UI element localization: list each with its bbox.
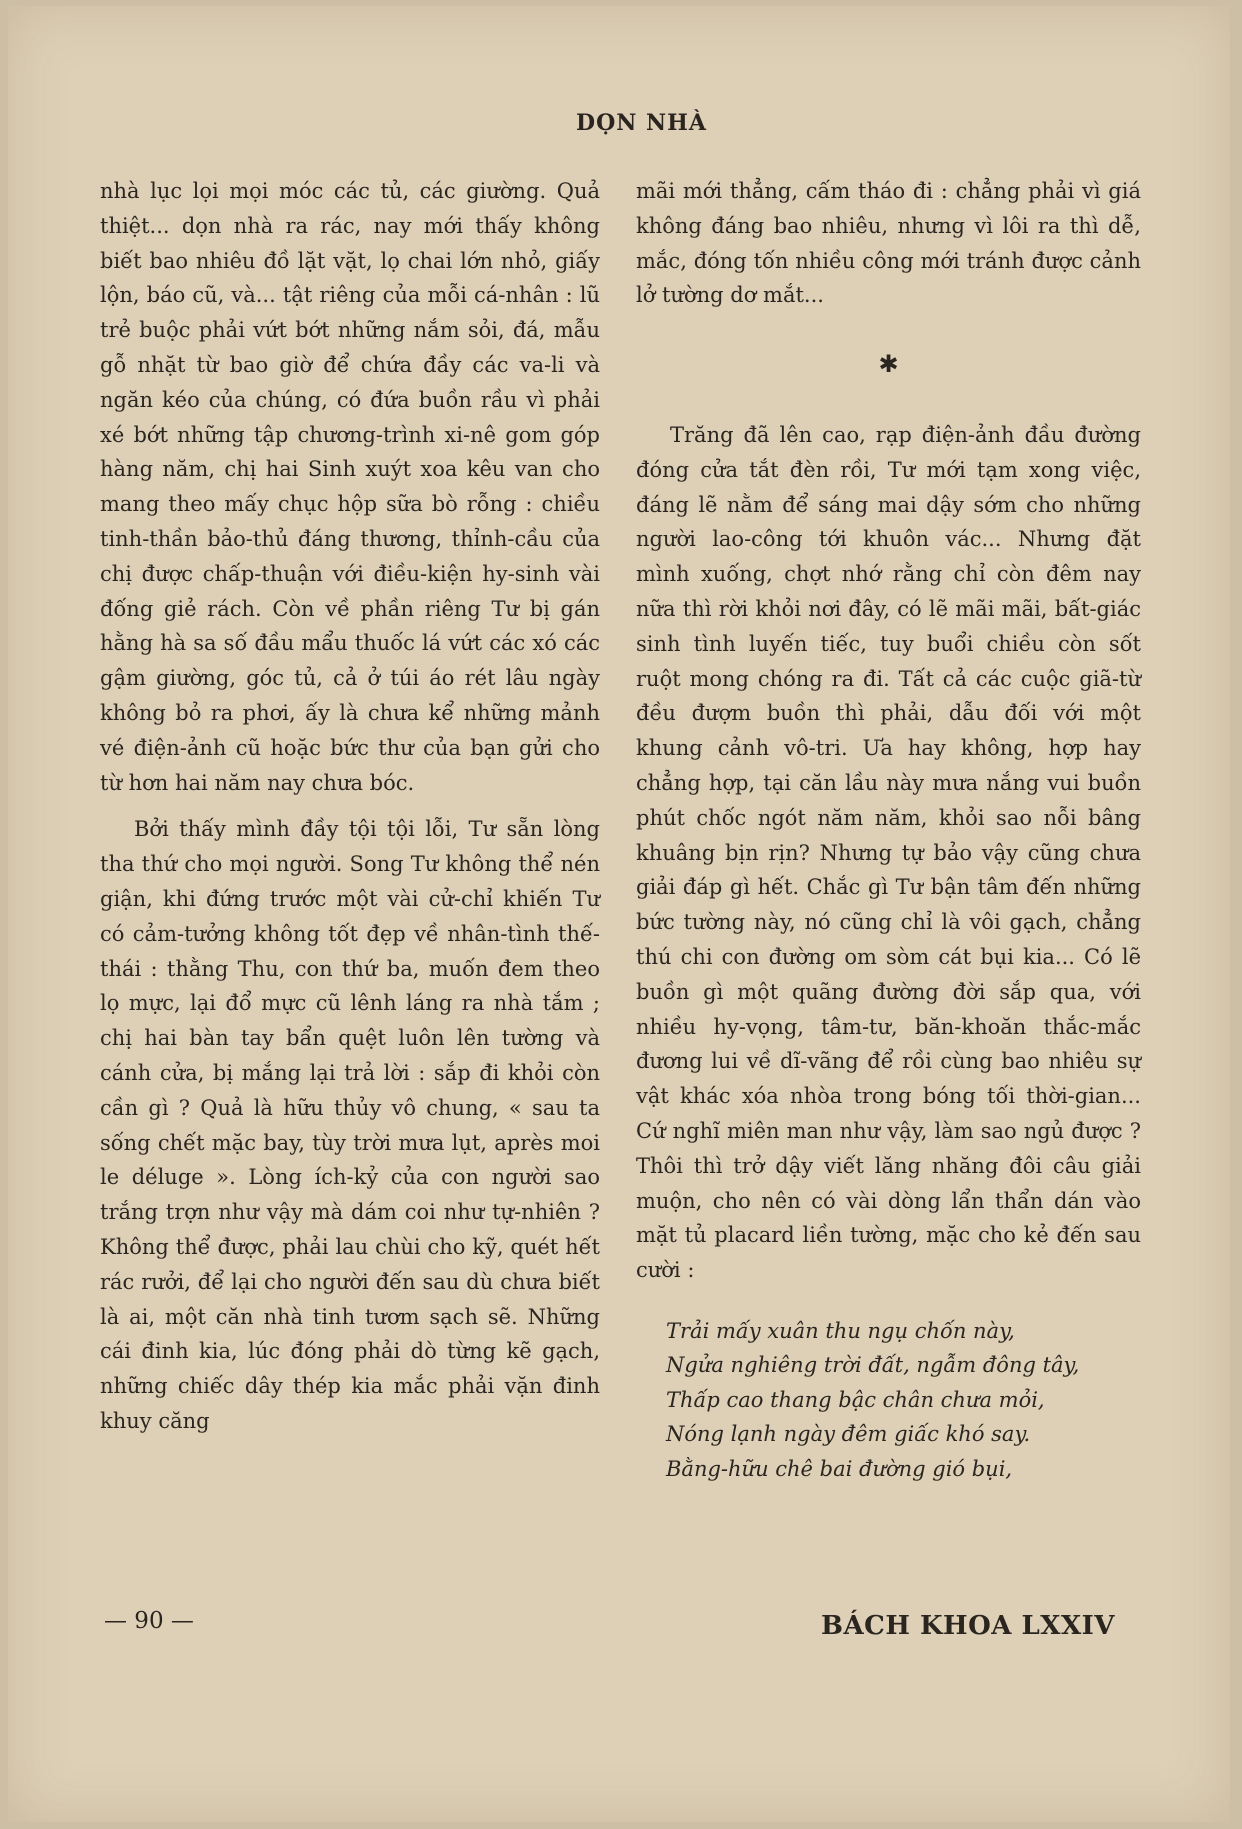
body-paragraph: mãi mới thẳng, cấm tháo đi : chẳng phải vì giá không đáng bao nhiêu, nhưng vì lôi ra thì dễ, mắc, đóng tốn nhiều công mới tránh được cảnh lở tường dơ mắt... xyxy=(636,179,1141,308)
poem-line: Ngửa nghiêng trời đất, ngẫm đông tây, xyxy=(666,1353,1080,1378)
section-separator-star: ✱ xyxy=(878,350,899,379)
journal-footer: BÁCH KHOA LXXIV xyxy=(821,1611,1115,1641)
poem-line: Bằng-hữu chê bai đường gió bụi, xyxy=(666,1456,1013,1481)
right-column xyxy=(636,174,1141,1486)
left-column xyxy=(100,174,600,1439)
body-paragraph: Bởi thấy mình đầy tội tội lỗi, Tư sẵn lòng tha thứ cho mọi người. Song Tư không thể nén giận, khi đứng trước một vài cử-chỉ khiến Tư có cảm-tưởng không tốt đẹp về nhân-tình thế-thái : thằng Thu, con thứ ba, muốn đem theo lọ mực, lại đổ mực cũ lênh láng ra nhà tắm ; chị hai bàn tay bẩn quệt luôn lên tường và cánh cửa, bị mắng lại trả lời : sắp đi khỏi còn cần gì ? Quả là hữu thủy vô chung, « sau ta sống chết mặc bay, tùy trời mưa lụt, après moi le déluge ». Lòng ích-kỷ của con người sao trắng trợn như vậy mà dám coi như tự-nhiên ? Không thể được, phải lau chùi cho kỹ, quét hết rác rưởi, để lại cho người đến sau dù chưa biết là ai, một căn nhà tinh tươm sạch sẽ. Những cái đinh kia, lúc đóng phải dò từng kẽ gạch, những chiếc dây thép kia mắc phải vặn đinh khuy căng xyxy=(100,817,600,1433)
poem-line: Trải mấy xuân thu ngụ chốn này, xyxy=(666,1318,1015,1343)
running-head-title: DỌN NHÀ xyxy=(576,110,707,136)
body-paragraph: Trăng đã lên cao, rạp điện-ảnh đầu đường đóng cửa tắt đèn rồi, Tư mới tạm xong việc, đáng lẽ nằm để sáng mai dậy sớm cho những người lao-công tới khuôn vác... Nhưng đặt mình xuống, chợt nhớ rằng chỉ còn đêm nay nữa thì rời khỏi nơi đây, có lẽ mãi mãi, bất-giác sinh tình luyến tiếc, tuy buổi chiều còn sốt ruột mong chóng ra đi. Tất cả các cuộc giã-từ đều đượm buồn thì phải, dẫu đối với một khung cảnh vô-tri. Ưa hay không, hợp hay chẳng hợp, tại căn lầu này mưa nắng vui buồn phút chốc ngót năm năm, khỏi sao nỗi bâng khuâng bịn rịn? Nhưng tự bảo vậy cũng chưa giải đáp gì hết. Chắc gì Tư bận tâm đến những bức tường này, nó cũng chỉ là vôi gạch, chẳng thú chi con đường om sòm cát bụi kia... Có lẽ buồn gì một quãng đường đời sắp qua, với nhiều hy-vọng, tâm-tư, băn-khoăn thắc-mắc đương lui về dĩ-vãng để rồi cùng bao nhiêu sự vật khác xóa nhòa trong bóng tối thời-gian... Cứ nghĩ miên man như vậy, làm sao ngủ được ? Thôi thì trở dậy viết lăng nhăng đôi câu giải muộn, cho nên có vài dòng lẩn thẩn dán vào mặt tủ placard liền tường, mặc cho kẻ đến sau cười : xyxy=(636,422,1141,1283)
poem-line: Nóng lạnh ngày đêm giấc khó say. xyxy=(666,1422,1031,1447)
poem-line: Thấp cao thang bậc chân chưa mỏi, xyxy=(666,1387,1045,1412)
magazine-page xyxy=(8,6,1230,1822)
poem xyxy=(636,1314,1141,1487)
page-number: — 90 — xyxy=(104,1608,194,1634)
body-paragraph: nhà lục lọi mọi móc các tủ, các giường. Quả thiệt... dọn nhà ra rác, nay mới thấy không biết bao nhiêu đồ lặt vặt, lọ chai lớn nhỏ, giấy lộn, báo cũ, và... tật riêng của mỗi cá-nhân : lũ trẻ buộc phải vứt bớt những nắm sỏi, đá, mẫu gỗ nhặt từ bao giờ để chứa đầy các va-li và ngăn kéo của chúng, có đứa buồn rầu vì phải xé bớt những tập chương-trình xi-nê gom góp hàng năm, chị hai Sinh xuýt xoa kêu van cho mang theo mấy chục hộp sữa bò rỗng : chiều tinh-thần bảo-thủ đáng thương, thỉnh-cầu của chị được chấp-thuận với điều-kiện hy-sinh vài đống giẻ rách. Còn về phần riêng Tư bị gán hằng hà sa số đầu mẩu thuốc lá vứt các xó các gậm giường, góc tủ, cả ở túi áo rét lâu ngày không bỏ ra phơi, ấy là chưa kể những mảnh vé điện-ảnh cũ hoặc bức thư của bạn gửi cho từ hơn hai năm nay chưa bóc. xyxy=(100,179,600,795)
